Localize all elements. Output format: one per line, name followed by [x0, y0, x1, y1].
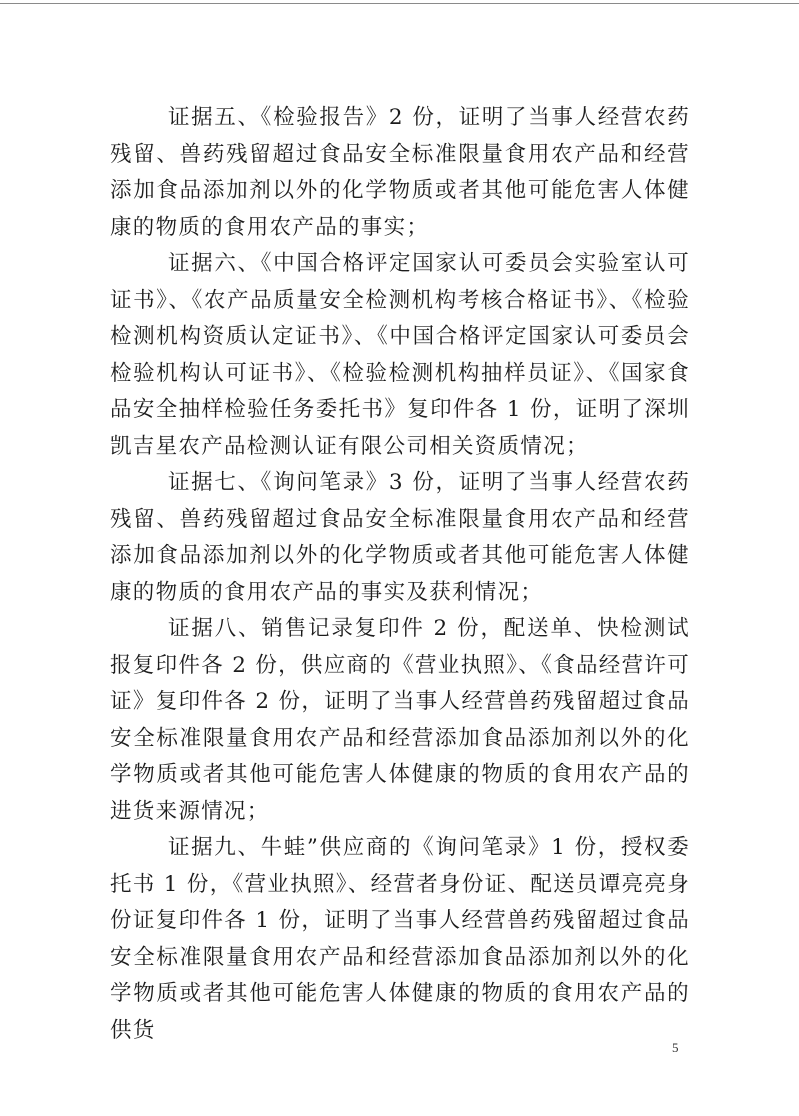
document-body [110, 100, 690, 1049]
paragraph-evidence-5: 证据五、《检验报告》2 份，证明了当事人经营农药残留、兽药残留超过食品安全标准限量食用农产品和经营添加食品添加剂以外的化学物质或者其他可能危害人体健康的物质的食用农产品的事实； [110, 105, 690, 240]
top-edge-line [0, 3, 799, 4]
paragraph-evidence-8: 证据八、销售记录复印件 2 份，配送单、快检测试报复印件各 2 份，供应商的《营业执照》、《食品经营许可证》复印件各 2 份，证明了当事人经营兽药残留超过食品安全标准限量食用农产品和经营添加食品添加剂以外的化学物质或者其他可能危害人体健康的物质的食用农产品的进货来源情况； [110, 616, 690, 824]
paragraph-evidence-9: 证据九、牛蛙”供应商的《询问笔录》1 份，授权委托书 1 份，《营业执照》、经营者身份证、配送员谭亮亮身份证复印件各 1 份，证明了当事人经营兽药残留超过食品安全标准限量食用农产品和经营添加食品添加剂以外的化学物质或者其他可能危害人体健康的物质的食用农产品的供货 [110, 835, 690, 1043]
page-number: 5 [672, 1040, 679, 1055]
paragraph-evidence-6: 证据六、《中国合格评定国家认可委员会实验室认可证书》、《农产品质量安全检测机构考核合格证书》、《检验检测机构资质认定证书》、《中国合格评定国家认可委员会检验机构认可证书》、《检验检测机构抽样员证》、《国家食品安全抽样检验任务委托书》复印件各 1 份，证明了深圳凯吉星农产品检测认证有限公司相关资质情况； [110, 251, 690, 459]
paragraph-evidence-7: 证据七、《询问笔录》3 份，证明了当事人经营农药残留、兽药残留超过食品安全标准限量食用农产品和经营添加食品添加剂以外的化学物质或者其他可能危害人体健康的物质的食用农产品的事实及获利情况； [110, 470, 690, 605]
